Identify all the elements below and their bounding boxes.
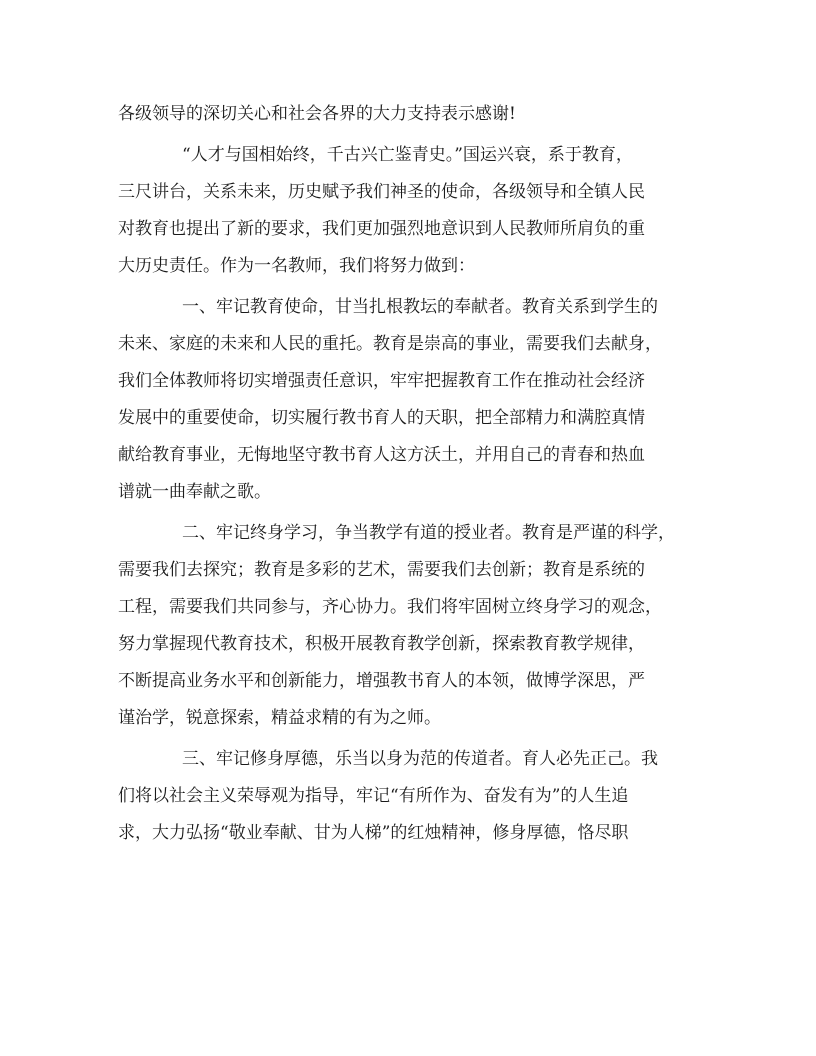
text-line: 未来、家庭的未来和人民的重托。教育是崇高的事业，需要我们去献身， bbox=[118, 334, 662, 354]
text-line: 谨治学，锐意探索，精益求精的有为之师。 bbox=[118, 708, 441, 728]
text-line: 发展中的重要使命，切实履行教书育人的天职，把全部精力和满腔真情 bbox=[118, 408, 645, 428]
text-line: 不断提高业务水平和创新能力，增强教书育人的本领，做博学深思，严 bbox=[118, 671, 645, 691]
paragraph-start-line: 三、牢记修身厚德，乐当以身为范的传道者。育人必先正己。我 bbox=[182, 749, 658, 769]
text-line: 各级领导的深切关心和社会各界的大力支持表示感谢! bbox=[118, 104, 516, 124]
paragraph-start-line: 一、牢记教育使命，甘当扎根教坛的奉献者。教育关系到学生的 bbox=[182, 297, 658, 317]
text-line: 对教育也提出了新的要求，我们更加强烈地意识到人民教师所肩负的重 bbox=[118, 219, 645, 239]
text-line: 三尺讲台，关系未来，历史赋予我们神圣的使命，各级领导和全镇人民 bbox=[118, 182, 645, 202]
text-line: 工程，需要我们共同参与，齐心协力。我们将牢固树立终身学习的观念， bbox=[118, 597, 662, 617]
text-line: 们将以社会主义荣辱观为指导，牢记“有所作为、奋发有为”的人生追 bbox=[118, 786, 629, 806]
text-line: 求，大力弘扬“敬业奉献、甘为人梯”的红烛精神，修身厚德，恪尽职 bbox=[118, 823, 629, 843]
document-body bbox=[118, 96, 708, 852]
text-line: 我们全体教师将切实增强责任意识，牢牢把握教育工作在推动社会经济 bbox=[118, 371, 645, 391]
paragraph-start-line: “人才与国相始终，千古兴亡鉴青史。”国运兴衰，系于教育， bbox=[182, 145, 633, 165]
text-line: 努力掌握现代教育技术，积极开展教育教学创新，探索教育教学规律， bbox=[118, 634, 645, 654]
paragraph-start-line: 二、牢记终身学习，争当教学有道的授业者。教育是严谨的科学， bbox=[182, 523, 675, 543]
text-line: 大历史责任。作为一名教师，我们将努力做到： bbox=[118, 256, 475, 276]
text-line: 献给教育事业，无悔地坚守教书育人这方沃土，并用自己的青春和热血 bbox=[118, 445, 645, 465]
text-line: 谱就一曲奉献之歌。 bbox=[118, 482, 271, 502]
text-line: 需要我们去探究；教育是多彩的艺术，需要我们去创新；教育是系统的 bbox=[118, 560, 645, 580]
